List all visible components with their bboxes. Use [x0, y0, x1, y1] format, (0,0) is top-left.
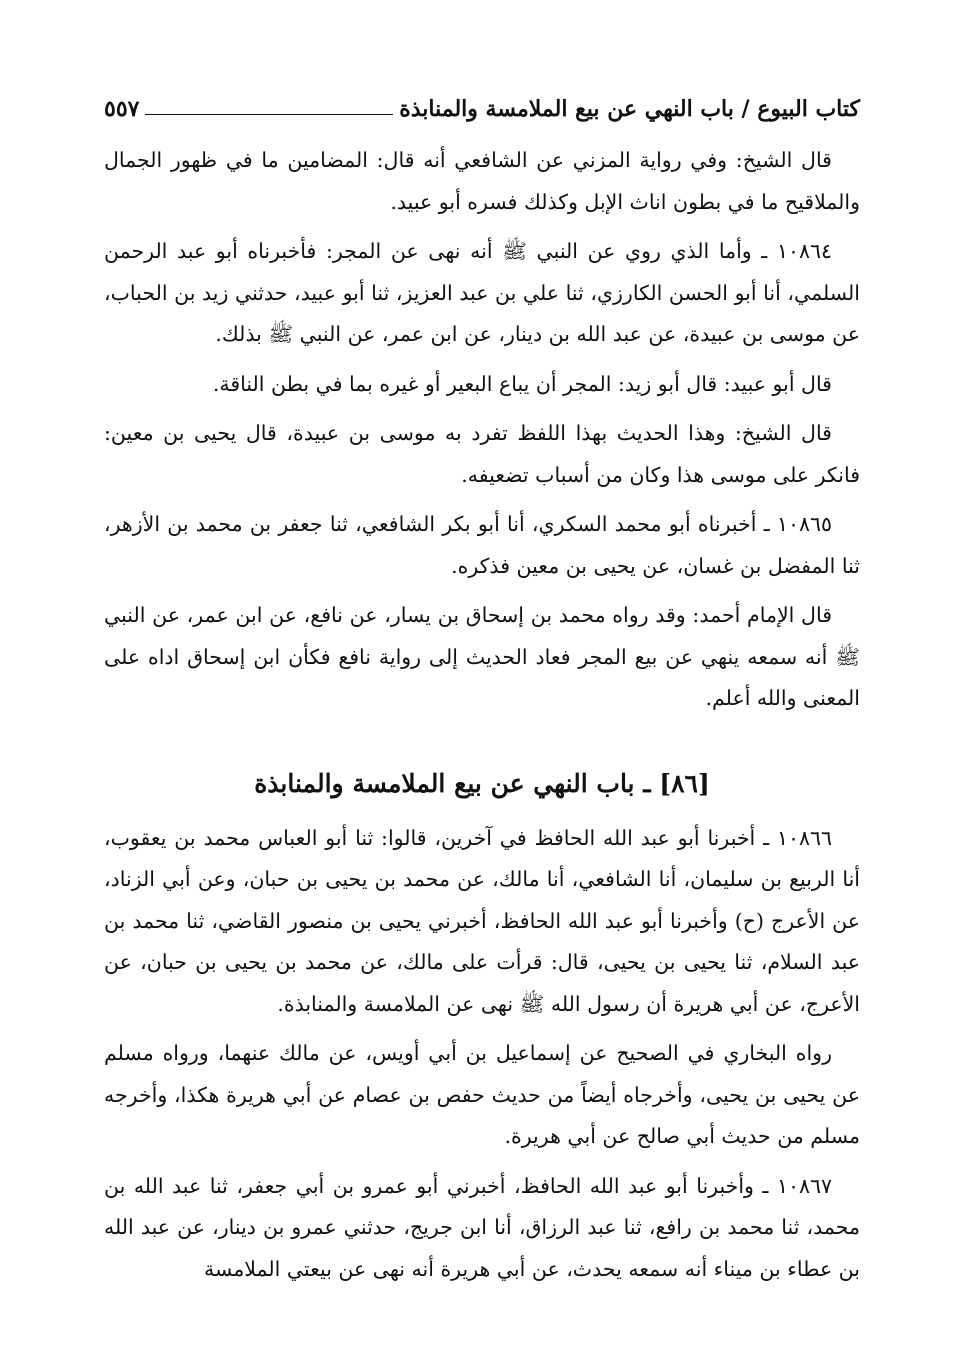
- paragraph: قال الشيخ: وهذا الحديث بهذا اللفظ تفرد به موسى بن عبيدة، قال يحيى بن معين: فانكر على موسى هذا وكان من أسباب تضعيفه.: [104, 421, 860, 487]
- paragraph: ١٠٨٦٧ ـ وأخبرنا أبو عبد الله الحافظ، أخبرني أبو عمرو بن أبي جعفر، ثنا عبد الله بن محمد، ثنا محمد بن رافع، ثنا عبد الرزاق، أنا ابن جريج، حدثني عمرو بن دينار، عن عبد الله بن عطاء بن ميناء أنه سمعه يحدث، عن أبي هريرة أنه نهى عن بيعتي الملامسة: [104, 1173, 860, 1281]
- paragraph: ١٠٨٦٥ ـ أخبرناه أبو محمد السكري، أنا أبو بكر الشافعي، ثنا جعفر بن محمد بن الأزهر، ثنا المفضل بن غسان، عن يحيى بن معين فذكره.: [104, 512, 860, 578]
- section-heading: [٨٦] ـ باب النهي عن بيع الملامسة والمنابذة: [254, 768, 710, 798]
- paragraph: قال أبو عبيد: قال أبو زيد: المجر أن يباع البعير أو غيره بما في بطن الناقة.: [212, 371, 832, 396]
- page-number: ٥٥٧: [104, 96, 140, 122]
- paragraph: ١٠٨٦٤ ـ وأما الذي روي عن النبي ﷺ أنه نهى عن المجر: فأخبرناه أبو عبد الرحمن السلمي، أنا أبو الحسن الكارزي، ثنا علي بن عبد العزيز، ثنا أبو عبيد، حدثني زيد بن الحباب، عن موسى بن عبيدة، عن عبد الله بن دينار، عن ابن عمر، عن النبي ﷺ بذلك.: [104, 239, 860, 346]
- paragraph: رواه البخاري في الصحيح عن إسماعيل بن أبي أويس، عن مالك عنهما، ورواه مسلم عن يحيى بن يحيى، وأخرجاه أيضاً من حديث حفص بن عصام عن أبي هريرة هكذا، وأخرجه مسلم من حديث أبي صالح عن أبي هريرة.: [104, 1041, 860, 1148]
- paragraph: قال الإمام أحمد: وقد رواه محمد بن إسحاق بن يسار، عن نافع، عن ابن عمر، عن النبي ﷺ أنه سمعه ينهي عن بيع المجر فعاد الحديث إلى رواية نافع فكأن ابن إسحاق اداه على المعنى والله أعلم.: [104, 603, 860, 710]
- running-header: [104, 88, 860, 122]
- paragraph: ١٠٨٦٦ ـ أخبرنا أبو عبد الله الحافظ في آخرين، قالوا: ثنا أبو العباس محمد بن يعقوب، أنا الربيع بن سليمان، أنا الشافعي، أنا مالك، عن محمد بن يحيى بن حبان، وعن أبي الزناد، عن الأعرج (ح) وأخبرنا أبو عبد الله الحافظ، أخبرني يحيى بن منصور القاضي، ثنا محمد بن عبد السلام، ثنا يحيى بن يحيى، قال: قرأت على مالك، عن محمد بن يحيى بن حبان، عن الأعرج، عن أبي هريرة أن رسول الله ﷺ نهى عن الملامسة والمنابذة.: [104, 825, 860, 1016]
- header-rule: [145, 114, 393, 115]
- page-content: [104, 140, 860, 1298]
- paragraph: قال الشيخ: وفي رواية المزني عن الشافعي أنه قال: المضامين ما في ظهور الجمال والملاقيح ما في بطون اناث الإبل وكذلك فسره أبو عبيد.: [104, 148, 860, 214]
- header-title: كتاب البيوع / باب النهي عن بيع الملامسة والمنابذة: [399, 96, 860, 122]
